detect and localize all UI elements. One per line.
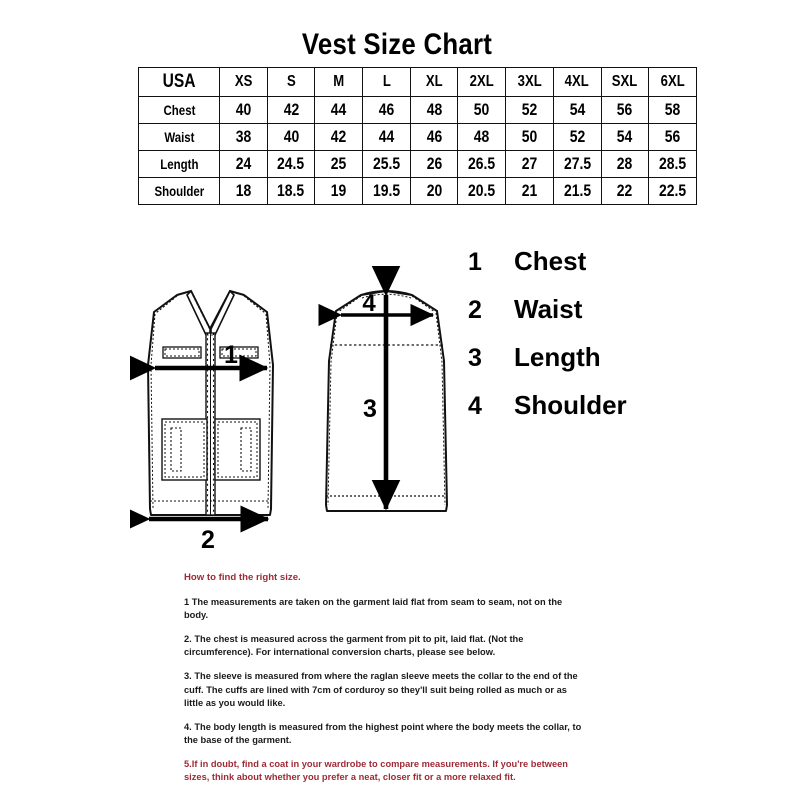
legend-number: 3: [468, 344, 482, 372]
measure-cell: 46: [363, 97, 411, 124]
legend-item-length: [468, 342, 768, 390]
measurement-legend: [468, 246, 768, 438]
measure-cell: 27: [506, 151, 554, 178]
measure-cell: 27.5: [553, 151, 601, 178]
measure-cell: 22: [601, 178, 649, 205]
measure-cell: 40: [267, 124, 315, 151]
instructions-block: [184, 571, 584, 796]
measure-cell: 42: [315, 124, 363, 151]
instruction-item: 2. The chest is measured across the garment from pit to pit, laid flat. (Not the circumference). For international conversion charts, please see below.: [184, 633, 524, 658]
measure-cell: 22.5: [649, 178, 697, 205]
size-column-header-4xl: 4XL: [553, 68, 601, 97]
table-row: [139, 178, 697, 205]
measure-cell: 40: [220, 97, 268, 124]
legend-item-shoulder: [468, 390, 768, 438]
size-column-header-xs: XS: [220, 68, 268, 97]
legend-item-waist: [468, 294, 768, 342]
measure-cell: 20: [410, 178, 458, 205]
measure-cell: 44: [363, 124, 411, 151]
vest-diagram-svg: [130, 265, 480, 555]
measure-cell: 54: [553, 97, 601, 124]
measure-cell: 58: [649, 97, 697, 124]
instructions-heading: How to find the right size.: [184, 572, 301, 583]
legend-number: 2: [468, 296, 482, 324]
measure-cell: 46: [410, 124, 458, 151]
size-column-header-xl: XL: [410, 68, 458, 97]
instruction-item: 4. The body length is measured from the highest point where the body meets the collar, to the base of the garment.: [184, 721, 582, 746]
measure-cell: 19: [315, 178, 363, 205]
measure-cell: 18.5: [267, 178, 315, 205]
chest-marker-label: 1: [224, 341, 238, 369]
measure-cell: 19.5: [363, 178, 411, 205]
legend-item-chest: [468, 246, 768, 294]
measure-cell: 24.5: [267, 151, 315, 178]
size-column-header-l: L: [363, 68, 411, 97]
legend-label: Chest: [514, 246, 587, 276]
measure-cell: 42: [267, 97, 315, 124]
table-row: [139, 97, 697, 124]
measure-cell: 48: [410, 97, 458, 124]
waist-marker-label: 2: [201, 526, 215, 554]
front-vest-illustration: [148, 291, 273, 554]
measure-cell: 28: [601, 151, 649, 178]
size-table-container: [138, 67, 697, 205]
size-column-header-3xl: 3XL: [506, 68, 554, 97]
measure-cell: 48: [458, 124, 506, 151]
shoulder-marker-label: 4: [362, 290, 376, 317]
measure-cell: 26.5: [458, 151, 506, 178]
measure-cell: 21: [506, 178, 554, 205]
measure-cell: 38: [220, 124, 268, 151]
instruction-item: 1 The measurements are taken on the garment laid flat from seam to seam, not on the body.: [184, 596, 563, 620]
measure-cell: 18: [220, 178, 268, 205]
row-label-length: Length: [139, 151, 220, 178]
row-label-shoulder: Shoulder: [139, 178, 220, 205]
length-marker-label: 3: [363, 395, 377, 423]
instructions-list: [184, 596, 584, 785]
measure-cell: 25.5: [363, 151, 411, 178]
measure-cell: 21.5: [553, 178, 601, 205]
table-row: [139, 151, 697, 178]
measure-cell: 44: [315, 97, 363, 124]
measure-cell: 25: [315, 151, 363, 178]
legend-number: 4: [468, 392, 482, 420]
measure-cell: 56: [601, 97, 649, 124]
size-column-header-6xl: 6XL: [649, 68, 697, 97]
page-title: Vest Size Chart: [301, 28, 493, 61]
size-column-header-s: S: [267, 68, 315, 97]
measure-cell: 50: [458, 97, 506, 124]
instruction-item: 3. The sleeve is measured from where the raglan sleeve meets the collar to the end of the cuff. The cuffs are lined with 7cm of corduroy so they'll suit being rolled as much or as little as you would like.: [184, 671, 578, 708]
measure-cell: 28.5: [649, 151, 697, 178]
measure-cell: 20.5: [458, 178, 506, 205]
row-label-chest: Chest: [139, 97, 220, 124]
size-table: [138, 67, 697, 205]
measure-cell: 52: [553, 124, 601, 151]
legend-label: Shoulder: [514, 390, 627, 420]
size-column-header-2xl: 2XL: [458, 68, 506, 97]
instruction-item: 5.If in doubt, find a coat in your wardrobe to compare measurements. If you're between sizes, think about whether you prefer a neat, closer fit or a more relaxed fit.: [184, 759, 568, 783]
measure-cell: 24: [220, 151, 268, 178]
measure-cell: 26: [410, 151, 458, 178]
table-row: [139, 124, 697, 151]
legend-label: Waist: [514, 294, 583, 324]
size-column-header-m: M: [315, 68, 363, 97]
measure-cell: 56: [649, 124, 697, 151]
measure-cell: 54: [601, 124, 649, 151]
vest-diagrams: [130, 265, 480, 555]
back-vest-illustration: [326, 290, 447, 511]
measure-cell: 52: [506, 97, 554, 124]
legend-label: Length: [514, 342, 601, 372]
row-label-waist: Waist: [139, 124, 220, 151]
measure-cell: 50: [506, 124, 554, 151]
size-column-header-sxl: SXL: [601, 68, 649, 97]
table-corner-label: USA: [139, 68, 220, 97]
size-table-body: [139, 68, 697, 205]
size-table-header-row: [139, 68, 697, 97]
legend-number: 1: [468, 248, 482, 276]
